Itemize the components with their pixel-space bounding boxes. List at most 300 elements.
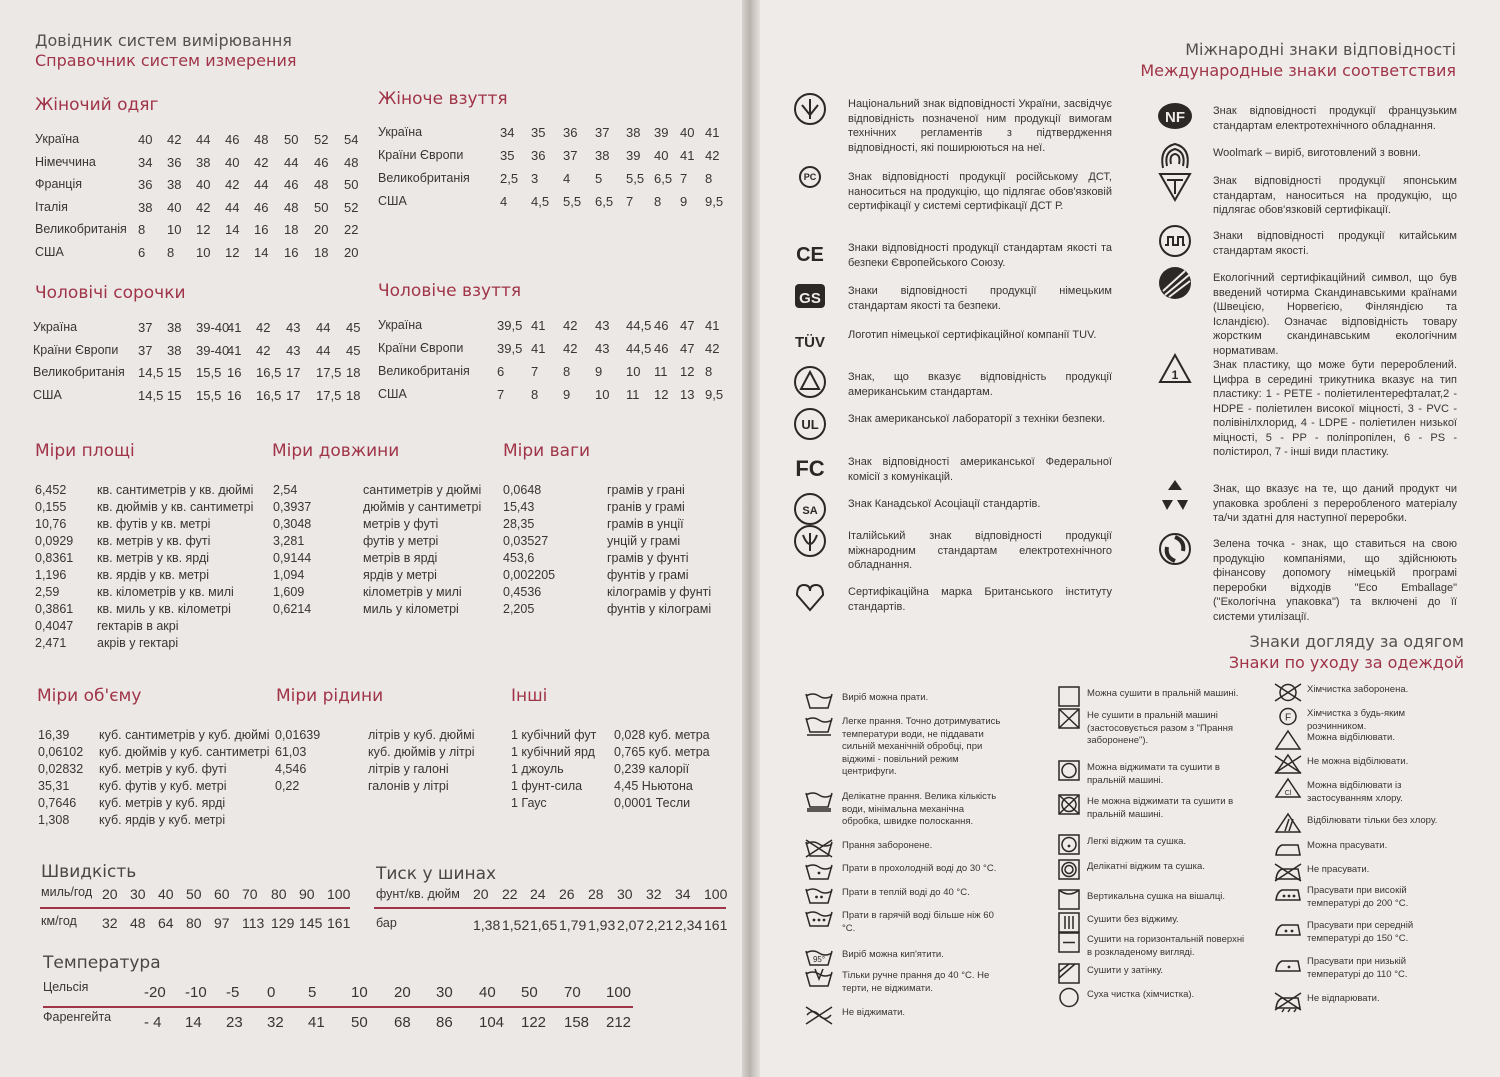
table-row-value: 1 кубічний ярд: [511, 745, 595, 759]
table-row-text: літрів у куб. дюймі: [368, 728, 475, 742]
care-description: Можна сушити в пральній машині.: [1087, 688, 1239, 699]
care-description: Сушити у затінку.: [1087, 965, 1164, 976]
table-cell: 38: [138, 199, 153, 215]
row-value: 1,65: [530, 917, 558, 933]
ce-mark-icon: [790, 233, 830, 273]
table-row-text: грамів у грані: [607, 483, 685, 497]
svg-text:Cl: Cl: [1284, 790, 1292, 797]
svg-text:TÜV: TÜV: [795, 334, 825, 351]
table-row-text: кв. ярдів у кв. метрі: [97, 568, 210, 582]
table-cell: 35: [531, 125, 546, 140]
table-cell: 40: [138, 132, 153, 147]
table-cell: 40: [680, 125, 695, 140]
table-row-text: куб. метрів у куб. футі: [99, 762, 227, 776]
row-value: 20: [473, 886, 489, 902]
delicate-wash-icon: [803, 788, 835, 810]
row-label: фунт/кв. дюйм: [376, 887, 460, 901]
table-cell: 11: [654, 364, 668, 379]
care-description: Легке прання. Точно дотримуватись температури води, не піддавати сильній механічній обробці, при віджимі - повільний режим центрифуги.: [842, 716, 1001, 777]
row-value: 0: [267, 984, 276, 1001]
table-cell: 39,5: [497, 341, 523, 356]
table-row-label: Країни Європи: [378, 148, 464, 162]
table-cell: 44: [284, 154, 299, 170]
table-cell: 7: [497, 387, 505, 402]
table-cell: 50: [284, 132, 299, 147]
table-cell: 14: [254, 244, 269, 260]
care-description: Суха чистка (хімчистка).: [1087, 989, 1195, 1000]
table-cell: 44: [196, 132, 211, 147]
table-cell: 6,5: [654, 171, 673, 186]
table-row-text: кв. футів у кв. метрі: [97, 517, 211, 531]
no-wring-icon: [803, 1004, 835, 1026]
table-row-label: Великобританія: [35, 222, 127, 236]
table-cell: 38: [167, 342, 182, 358]
table-cell: 48: [344, 154, 359, 170]
tire-title: Тиск у шинах: [376, 864, 497, 884]
table-row-value: 2,471: [35, 636, 67, 650]
table-row-text: літрів у галоні: [368, 762, 449, 776]
table-row-text: акрів у гектарі: [97, 636, 179, 650]
care-description: Не сушити в пральній машині (застосовується разом з "Прання заборонене").: [1087, 710, 1234, 746]
table-row-value: 10,76: [35, 517, 67, 531]
care-description: Хімчистка заборонена.: [1307, 684, 1409, 695]
mark-description: Знаки відповідності продукції стандартам якості та безпеки Європейського Союзу.: [848, 242, 1112, 269]
wash-30-icon: [803, 860, 835, 882]
iron-high-icon: [1272, 882, 1304, 904]
table-cell: 44,5: [626, 318, 652, 333]
table-row-value: 61,03: [275, 745, 307, 759]
table-cell: 42: [167, 132, 182, 147]
plastic-recycle-icon: [1155, 350, 1195, 390]
table-cell: 42: [705, 148, 720, 163]
svg-text:GS: GS: [799, 290, 821, 307]
tumble-dry-icon: [1053, 685, 1085, 707]
table-cell: 44: [316, 320, 331, 335]
table-row-value: 1,196: [35, 568, 67, 582]
recycle-arrows-icon: [1155, 474, 1195, 514]
row-value: 161: [327, 915, 351, 931]
table-row-text: метрів в ярді: [363, 551, 438, 565]
right-title-ua: Міжнародні знаки відповідності: [1185, 40, 1456, 59]
table-cell: 50: [314, 199, 329, 215]
care-description: Прання заборонене.: [842, 840, 933, 851]
table-row-label: Україна: [33, 320, 78, 334]
row-value: 1,93: [588, 917, 616, 933]
table-row-value: 0,01639: [275, 728, 321, 742]
row-value: 40: [158, 886, 174, 902]
table-cell: 50: [344, 177, 359, 192]
row-value: 2,07: [617, 917, 645, 933]
table-cell: 38: [626, 125, 641, 140]
mark-description: Знак відповідності продукції французьким стандартам електротехнічного обладнання.: [1213, 105, 1457, 132]
table-cell: 46: [284, 177, 299, 192]
table-cell: 16: [227, 365, 242, 380]
no-steam-icon: [1272, 990, 1304, 1012]
volume-title: Міри об'єму: [37, 686, 142, 706]
russian-gost-icon: [790, 162, 830, 202]
table-cell: 38: [167, 320, 182, 335]
table-cell: 17: [286, 365, 301, 380]
table-cell: 14,5: [138, 365, 164, 380]
nf-mark-icon: [1155, 96, 1195, 136]
table-cell: 37: [563, 148, 578, 163]
table-cell: 9: [680, 194, 688, 209]
row-value: 212: [606, 1014, 632, 1031]
table-cell: 36: [531, 148, 546, 163]
table-cell: 42: [256, 320, 271, 335]
table-cell: 39,5: [497, 318, 523, 333]
table-cell: 8: [654, 194, 662, 209]
row-value: 50: [521, 984, 538, 1001]
table-row-value: 28,35: [503, 517, 535, 531]
care-title-ua: Знаки догляду за одягом: [1249, 632, 1464, 651]
row-value: 1,52: [502, 917, 530, 933]
table-cell: 10: [167, 222, 182, 237]
table-row-label: Великобританія: [33, 365, 125, 379]
table-cell: 5: [595, 171, 603, 186]
no-spin-dry-icon: [1053, 793, 1085, 815]
row-value: - 4: [144, 1014, 162, 1031]
table-row-value: 2,54: [273, 483, 298, 497]
table-cell: 46: [225, 132, 240, 147]
table-row-value: 35,31: [38, 779, 70, 793]
table-cell: 45: [346, 342, 361, 358]
row-value: 22: [502, 886, 518, 902]
drip-dry-icon: [1053, 911, 1085, 933]
tire-divider: [374, 907, 726, 909]
table-cell: 15: [167, 365, 182, 380]
table-cell: 34: [500, 125, 515, 140]
table-row-text: дюймів у сантиметрі: [363, 500, 482, 514]
table-cell: 11: [626, 387, 640, 402]
temperature-divider: [43, 1006, 633, 1008]
bsi-kitemark-icon: [790, 577, 830, 617]
table-cell: 2,5: [500, 171, 519, 186]
table-cell: 39-40: [196, 320, 230, 335]
table-cell: 37: [595, 125, 610, 140]
mark-description: Знаки відповідності продукції німецьким стандартам якості та безпеки.: [848, 285, 1112, 312]
table-row-value: 0,3861: [35, 602, 74, 616]
row-label: км/год: [41, 914, 77, 928]
table-cell: 5,5: [563, 194, 582, 209]
ul-mark-icon: [790, 404, 830, 444]
mark-description: Зелена точка - знак, що ставиться на свою продукцію компаніями, що здійснюють фінансову допомогу німецькій програмі переробки відходів "Eco Emballage" ("Екологічна упаковка") та включені до її системи утилізації.: [1213, 538, 1457, 623]
table-cell: 38: [196, 154, 211, 170]
table-row-value: 0,4047: [35, 619, 74, 633]
table-row-label: Україна: [35, 132, 80, 146]
mark-description: Знак, що вказує на те, що даний продукт чи упаковка зроблені з переробленого матеріалу та/чи здатні для наступної переробки.: [1213, 483, 1457, 524]
table-row-text: унцій у грамі: [607, 534, 681, 548]
dry-clean-f-icon: [1272, 705, 1304, 727]
gentle-wash-icon: [803, 713, 835, 735]
iron-icon: [1272, 837, 1304, 859]
table-row-label: США: [378, 194, 407, 208]
no-bleach-icon: [1272, 753, 1304, 775]
table-row-text: куб. метрів у куб. ярді: [99, 796, 226, 810]
table-cell: 38: [595, 148, 610, 163]
table-row-value: 2,59: [35, 585, 60, 599]
care-description: Легкі віджим та сушка.: [1087, 836, 1186, 847]
table-cell: 12: [654, 387, 669, 402]
care-description: Не прасувати.: [1307, 864, 1370, 875]
table-row-text: кілометрів у милі: [363, 585, 462, 599]
table-row-text: куб. дюймів у літрі: [368, 745, 475, 759]
care-description: Можна прасувати.: [1307, 840, 1388, 851]
row-value: 70: [242, 886, 258, 902]
table-cell: 36: [138, 177, 153, 192]
mark-description: Знак американської лабораторії з техніки безпеки.: [848, 413, 1106, 425]
row-value: 129: [271, 915, 295, 931]
row-value: 68: [394, 1014, 411, 1031]
table-cell: 8: [705, 364, 713, 379]
table-row-value: 1,308: [38, 813, 70, 827]
table-cell: 48: [254, 132, 269, 147]
liquid-title: Міри рідини: [276, 686, 384, 706]
flat-dry-icon: [1053, 931, 1085, 953]
table-row-value: 15,43: [503, 500, 535, 514]
table-cell: 14,5: [138, 387, 164, 403]
mark-description: Знаки відповідності продукції китайським стандартам якості.: [1213, 230, 1457, 257]
table-cell: 10: [626, 364, 641, 379]
table-row-label: США: [35, 244, 64, 259]
table-row-text: сантиметрів у дюймі: [363, 483, 482, 497]
row-value: 50: [186, 886, 202, 902]
table-cell: 41: [705, 318, 720, 333]
row-value: 100: [327, 886, 351, 902]
tuv-logo-icon: [790, 320, 830, 360]
table-row-value: 0,002205: [503, 568, 556, 582]
table-cell: 45: [346, 320, 361, 335]
page-title-ua: Довідник систем вимірювання: [35, 31, 292, 50]
table-cell: 44: [254, 177, 269, 192]
book-gutter: [742, 0, 760, 1077]
table-row-text: миль у кілометрі: [363, 602, 459, 616]
table-cell: 7: [626, 194, 634, 209]
care-description: Тільки ручне прання до 40 °C. Не терти, не віджимати.: [842, 970, 990, 994]
row-value: 2,34: [675, 917, 703, 933]
table-cell: 48: [284, 199, 299, 215]
delicate-spin-icon: [1053, 858, 1085, 880]
mark-description: Знак відповідності американської Федеральної комісії з комунікацій.: [848, 456, 1112, 483]
care-description: Прасувати при високій температурі до 200 °C.: [1307, 885, 1409, 909]
speed-divider: [40, 907, 350, 909]
table-cell: 7: [680, 171, 688, 186]
iron-low-icon: [1272, 953, 1304, 975]
table-row-label: Україна: [378, 125, 423, 139]
wash-tub-icon: [803, 689, 835, 711]
table-row-value: 1,094: [273, 568, 305, 582]
svg-text:SA: SA: [802, 505, 818, 517]
speed-title: Швидкість: [41, 862, 137, 882]
table-cell: 14: [225, 222, 240, 237]
mark-description: Знак пластику, що може бути перероблений. Цифра в середині трикутника вказує на тип пластику: 1 - PETE - поліетилентерефталат,2 - HDPE - поліетилен високої міцності, 3 - PVC - полівінілхлорид, 4 - LDPE - поліетилен низької міцності, 5 - PP - поліпропілен, 6 - PS - полістирол, 7 - інші види пластику.: [1213, 359, 1457, 458]
table-cell: 41: [227, 342, 242, 358]
mark-description: Знак, що вказує відповідність продукції американським стандартам.: [848, 371, 1112, 398]
table-cell: 16,5: [256, 365, 282, 380]
table-cell: 34: [138, 154, 153, 170]
svg-text:UL: UL: [801, 417, 819, 432]
table-cell: 42: [225, 177, 240, 192]
hand-wash-icon: [803, 967, 835, 989]
no-iron-icon: [1272, 861, 1304, 883]
table-cell: 43: [595, 341, 610, 356]
table-cell: 41: [531, 318, 546, 333]
table-row-value: 0,02832: [38, 762, 84, 776]
table-row-text: ярдів у метрі: [363, 568, 437, 582]
table-row-label: Італія: [35, 199, 68, 214]
table-row-value: 1 Гаус: [511, 796, 547, 810]
row-value: 70: [564, 984, 581, 1001]
table-cell: 16: [284, 244, 299, 260]
table-cell: 17: [286, 387, 301, 403]
ccc-mark-icon: [1155, 221, 1195, 261]
svg-text:CE: CE: [796, 244, 824, 266]
table-cell: 42: [563, 318, 578, 333]
table-row-value: 0,8361: [35, 551, 74, 565]
table-row-value: 16,39: [38, 728, 70, 742]
table-row-value: 0,9144: [273, 551, 312, 565]
table-cell: 8: [138, 222, 146, 237]
table-row-value: 6,452: [35, 483, 67, 497]
table-cell: 13: [680, 387, 695, 402]
care-description: Хімчистка з будь-яким розчинником.: [1307, 708, 1406, 732]
table-cell: 43: [286, 320, 301, 335]
row-value: 158: [564, 1014, 590, 1031]
table-cell: 20: [314, 222, 329, 237]
row-value: 90: [299, 886, 315, 902]
care-description: Прати в прохолодній воді до 30 °C.: [842, 863, 997, 874]
table-cell: 41: [705, 125, 720, 140]
table-row-text: кв. метрів у кв. ярді: [97, 551, 210, 565]
row-value: 10: [351, 984, 368, 1001]
row-value: -20: [144, 984, 166, 1001]
table-row-text: 4,45 Ньютона: [614, 779, 693, 793]
men-shoes-title: Чоловіче взуття: [378, 281, 522, 301]
table-row-value: 2,205: [503, 602, 535, 616]
table-row-value: 1 кубічний фут: [511, 728, 597, 742]
table-cell: 40: [196, 177, 211, 192]
row-value: 60: [214, 886, 230, 902]
care-description: Не віджимати.: [842, 1007, 906, 1018]
page-title-ru: Справочник систем измерения: [35, 51, 297, 70]
table-row-value: 0,0648: [503, 483, 542, 497]
table-cell: 38: [167, 177, 182, 192]
no-tumble-dry-icon: [1053, 707, 1085, 729]
row-value: 64: [158, 915, 174, 931]
table-cell: 39: [626, 148, 641, 163]
row-value: 1,79: [559, 917, 587, 933]
mark-description: Екологічний сертифікаційний символ, що був введений чотирма Скандинавськими країнами (Швецією, Норвегією, Фінляндією та Ісландією). Означає відповідність товару жорстким скандинавським екологічним нормативам.: [1213, 272, 1457, 357]
temperature-title: Температура: [43, 953, 161, 973]
table-cell: 10: [196, 244, 211, 260]
table-row-value: 0,4536: [503, 585, 542, 599]
svg-text:FC: FC: [795, 456, 825, 481]
care-description: Можна відбілювати із застосуванням хлору.: [1307, 780, 1403, 804]
row-value: 1,38: [473, 917, 501, 933]
bleach-icon: [1272, 729, 1304, 751]
table-cell: 46: [654, 318, 669, 333]
table-row-value: 0,7646: [38, 796, 77, 810]
table-cell: 41: [531, 341, 546, 356]
table-row-text: гектарів в акрі: [97, 619, 179, 633]
table-row-text: куб. футів у куб. метрі: [99, 779, 227, 793]
table-row-value: 0,22: [275, 779, 300, 793]
row-value: -5: [226, 984, 240, 1001]
row-value: 14: [185, 1014, 202, 1031]
table-cell: 52: [314, 132, 329, 147]
table-row-value: 0,06102: [38, 745, 84, 759]
table-cell: 8: [563, 364, 571, 379]
mark-description: Національний знак відповідності України, засвідчує відповідність позначеної ним продукції вимогам технічних регламентів з підтвердження відповідності, які поширюються на неї.: [848, 98, 1112, 154]
row-value: 24: [530, 886, 546, 902]
care-description: Делікатне прання. Велика кількість води, мінімальна механічна обробка, швидке полоскання.: [842, 791, 997, 827]
women-clothing-title: Жіночий одяг: [35, 95, 159, 115]
row-value: 100: [606, 984, 632, 1001]
table-row-text: 0,765 куб. метра: [614, 745, 710, 759]
table-row-value: 1,609: [273, 585, 305, 599]
table-cell: 12: [680, 364, 695, 379]
table-cell: 15: [167, 387, 182, 403]
no-dry-clean-icon: [1272, 681, 1304, 703]
table-cell: 39: [654, 125, 669, 140]
care-description: Прати в теплій воді до 40 °C.: [842, 887, 970, 898]
table-cell: 8: [167, 244, 175, 260]
care-description: Вертикальна сушка на вішалці.: [1087, 891, 1226, 902]
table-cell: 18: [314, 244, 329, 260]
table-cell: 6: [497, 364, 505, 379]
mark-description: Woolmark – виріб, виготовлений з вовни.: [1213, 147, 1421, 159]
table-row-value: 0,155: [35, 500, 67, 514]
area-title: Міри площі: [35, 441, 135, 461]
jis-mark-icon: [1155, 166, 1195, 206]
table-cell: 44,5: [626, 341, 652, 356]
dry-clean-icon: [1053, 986, 1085, 1008]
mark-description: Сертифікаційна марка Британського інституту стандартів.: [848, 586, 1112, 613]
row-value: 30: [436, 984, 453, 1001]
row-value: 2,21: [646, 917, 674, 933]
wash-40-icon: [803, 884, 835, 906]
table-row-value: 1 джоуль: [511, 762, 564, 776]
row-value: 23: [226, 1014, 243, 1031]
table-row-text: фунтів у грамі: [607, 568, 689, 582]
table-cell: 20: [344, 244, 359, 260]
table-cell: 40: [225, 154, 240, 170]
ukraine-conformity-icon: [790, 89, 830, 129]
table-cell: 43: [595, 318, 610, 333]
table-cell: 43: [286, 342, 301, 358]
row-value: 20: [394, 984, 411, 1001]
table-cell: 6,5: [595, 194, 614, 209]
svg-text:1: 1: [1171, 368, 1179, 382]
mark-description: Італійський знак відповідності продукції міжнародним стандартам електротехнічного обладнання.: [848, 530, 1112, 571]
table-cell: 47: [680, 341, 695, 356]
row-label: бар: [376, 916, 397, 930]
table-cell: 9,5: [705, 387, 724, 402]
care-description: Прати в гарячій воді більше ніж 60 °C.: [842, 910, 994, 934]
row-value: 86: [436, 1014, 453, 1031]
care-description: Сушити на горизонтальній поверхні в розкладеному вигляді.: [1087, 934, 1245, 958]
wash-60-icon: [803, 907, 835, 929]
svg-text:NF: NF: [1165, 109, 1185, 126]
right-title-ru: Международные знаки соответствия: [1140, 61, 1456, 80]
non-chlorine-bleach-icon: [1272, 812, 1304, 834]
care-description: Прасувати при середній температурі до 150 °C.: [1307, 920, 1414, 944]
imq-mark-icon: [790, 521, 830, 561]
row-value: 32: [102, 915, 118, 931]
table-cell: 40: [654, 148, 669, 163]
row-label: Фаренгейта: [43, 1010, 112, 1024]
ansi-triangle-icon: [790, 362, 830, 402]
